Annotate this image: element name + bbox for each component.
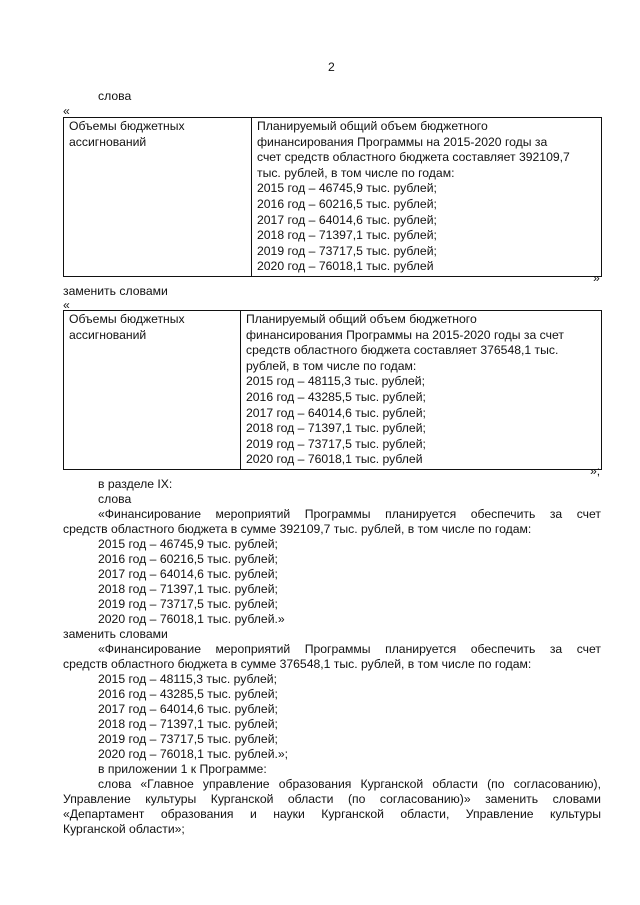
table-old-left-cell [64,118,252,277]
table-new-text-line: 2018 год – 71397,1 тыс. рублей; [246,421,426,436]
table-old-text-line: 2018 год – 71397,1 тыс. рублей; [257,228,437,243]
table-new-text-line: 2017 год – 64014,6 тыс. рублей; [246,405,426,420]
replace-with-label: заменить словами [63,284,168,298]
old-year-line: 2019 год – 73717,5 тыс. рублей; [98,597,278,611]
new-year-line: 2017 год – 64014,6 тыс. рублей; [98,702,278,716]
new-year-line: 2015 год – 48115,3 тыс. рублей; [98,672,277,686]
old-year-line: 2018 год – 71397,1 тыс. рублей; [98,582,278,596]
old-year-line: 2020 год – 76018,1 тыс. рублей.» [98,612,285,626]
table-old-text-line: счет средств областного бюджета составляет 392109,7 [257,150,570,165]
old-year-line: 2017 год – 64014,6 тыс. рублей; [98,567,278,581]
table-new-right-cell [241,311,602,470]
table-new-text-line: финансирования Программы на 2015-2020 годы за счет [246,327,564,342]
budget-table-old [63,117,602,277]
appendix-heading: в приложении 1 к Программе: [98,762,267,776]
close-quote: » [593,271,600,285]
table-new-text-line: средств областного бюджета составляет 376548,1 тыс. [246,343,559,358]
new-year-line: 2020 год – 76018,1 тыс. рублей.»; [98,747,289,761]
old-paragraph-line1: «Финансирование мероприятий Программы планируется обеспечить за счет [98,507,601,521]
table-old-label-line: ассигнований [69,134,147,149]
section9-words: слова [98,492,132,506]
table-new-text-line: 2016 год – 43285,5 тыс. рублей; [246,389,426,404]
appendix-line3: «Департамент образования и науки Курганской области, Управление культуры [63,807,601,821]
appendix-line2: Управление культуры Курганской области (по согласованию)» заменить словами [63,792,601,806]
table-new-text-line: Планируемый общий объем бюджетного [246,312,477,326]
new-year-line: 2016 год – 43285,5 тыс. рублей; [98,687,278,701]
new-paragraph-line1: «Финансирование мероприятий Программы планируется обеспечить за счет [98,642,601,656]
old-paragraph-line2: средств областного бюджета в сумме 392109,7 тыс. рублей, в том числе по годам: [63,522,532,536]
table-new-text-line: рублей, в том числе по годам: [246,358,417,373]
close-quote-semicolon: »; [590,464,601,478]
table-old-right-cell [252,118,602,277]
old-year-line: 2016 год – 60216,5 тыс. рублей; [98,552,278,566]
open-quote: « [63,298,70,312]
table-new-text-line: 2020 год – 76018,1 тыс. рублей [246,452,423,467]
table-new-left-cell [64,311,241,470]
table-old-text-line: тыс. рублей, в том числе по годам: [257,165,455,180]
page-number: 2 [328,60,335,74]
new-year-line: 2018 год – 71397,1 тыс. рублей; [98,717,278,731]
table-new-label-line: ассигнований [69,327,147,342]
table-old-text-line: 2016 год – 60216,5 тыс. рублей; [257,196,437,211]
table-old-text-line: 2015 год – 46745,9 тыс. рублей; [257,181,437,196]
table-old-text-line: Планируемый общий объем бюджетного [257,119,488,133]
appendix-line4: Курганской области»; [63,822,185,836]
appendix-line1: слова «Главное управление образования Курганской области (по согласованию), [98,777,601,791]
section9-replace: заменить словами [63,627,168,641]
table-new-text-line: 2019 год – 73717,5 тыс. рублей; [246,436,426,451]
table-old-text-line: финансирования Программы на 2015-2020 годы за [257,134,548,149]
new-year-line: 2019 год – 73717,5 тыс. рублей; [98,732,278,746]
table-old-label-line: Объемы бюджетных [69,119,185,133]
table-old-text-line: 2020 год – 76018,1 тыс. рублей [257,259,434,274]
open-quote: « [63,104,70,118]
intro-word: слова [98,89,132,103]
old-year-line: 2015 год – 46745,9 тыс. рублей; [98,537,278,551]
table-old-text-line: 2019 год – 73717,5 тыс. рублей; [257,243,437,258]
table-new-text-line: 2015 год – 48115,3 тыс. рублей; [246,374,425,389]
new-paragraph-line2: средств областного бюджета в сумме 376548,1 тыс. рублей, в том числе по годам: [63,657,532,671]
table-new-label-line: Объемы бюджетных [69,312,185,326]
section9-heading: в разделе IX: [98,477,173,491]
budget-table-new [63,310,602,470]
table-old-text-line: 2017 год – 64014,6 тыс. рублей; [257,212,437,227]
